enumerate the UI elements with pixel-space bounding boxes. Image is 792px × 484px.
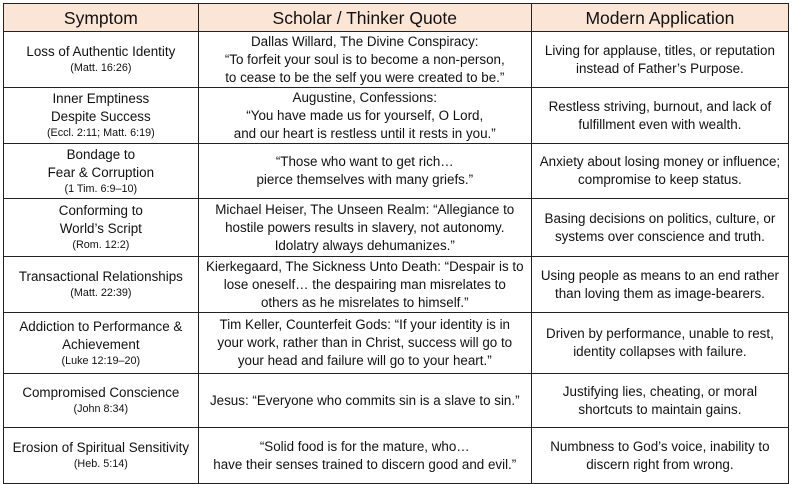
quote-text: Dallas Willard, The Divine Conspiracy: “To forfeit your soul is to become a non-person, to cease to be the self you were created to be.” (224, 33, 505, 85)
quote-text: “Solid food is for the mature, who… have their senses trained to discern good and evil.” (213, 438, 517, 472)
application-text: Anxiety about losing money or influence; compromise to keep status. (539, 154, 781, 187)
symptom-cell (4, 88, 199, 144)
scripture-reference: (Eccl. 2:11; Matt. 6:19) (46, 127, 155, 139)
application-cell (531, 32, 788, 88)
symptom-name: Bondage to Fear & Corruption (47, 146, 155, 180)
symptom-name: Compromised Conscience (22, 385, 180, 400)
symptom-cell (4, 428, 199, 484)
quote-cell (198, 257, 531, 313)
symptom-name: Addiction to Performance & Achievement (19, 318, 183, 352)
application-text: Driven by performance, unable to rest, identity collapses with failure. (546, 326, 774, 359)
application-text: Numbness to God’s voice, inability to discern right from wrong. (550, 438, 770, 472)
application-text: Restless striving, burnout, and lack of fulfillment even with wealth. (548, 98, 772, 132)
quote-cell (198, 144, 531, 199)
header-symptom: Symptom (4, 4, 199, 32)
application-text: Using people as means to an end rather than loving them as image-bearers. (540, 267, 780, 301)
quote-text: Michael Heiser, The Unseen Realm: “Allegiance to hostile powers results in slavery, not autonomy. Idolatry always dehumanizes.” (215, 201, 515, 253)
application-cell (531, 199, 788, 257)
table-row (4, 428, 789, 484)
quote-text: Tim Keller, Counterfeit Gods: “If your identity is in your work, rather than in Christ, success will go to your head and failure will go to your heart.” (217, 317, 513, 368)
quote-cell (198, 88, 531, 144)
symptom-name: Transactional Relationships (18, 269, 183, 284)
symptom-cell (4, 32, 199, 88)
table-row (4, 313, 789, 374)
symptom-cell (4, 374, 199, 428)
table-row (4, 199, 789, 257)
symptom-cell (4, 257, 199, 313)
table-row (4, 374, 789, 428)
application-text: Living for applause, titles, or reputation instead of Father’s Purpose. (544, 42, 775, 76)
scripture-reference: (Luke 12:19–20) (61, 354, 141, 367)
table-row (4, 32, 789, 88)
scripture-reference: (Matt. 16:26) (70, 62, 132, 74)
application-cell (531, 374, 788, 428)
table-row (4, 88, 789, 144)
header-application: Modern Application (531, 4, 788, 32)
symptoms-table (3, 3, 789, 484)
quote-text: “Those who want to get rich… pierce themselves with many griefs.” (256, 154, 474, 187)
quote-cell (198, 374, 531, 428)
symptom-name: Loss of Authentic Identity (26, 44, 176, 59)
application-text: Basing decisions on politics, culture, or systems over conscience and truth. (544, 210, 776, 244)
quote-text: Jesus: “Everyone who commits sin is a slave to sin.” (209, 392, 520, 408)
scripture-reference: (Matt. 22:39) (70, 287, 132, 299)
application-cell (531, 88, 788, 144)
quote-text: Kierkegaard, The Sickness Unto Death: “Despair is to lose oneself… the despairing man misrelates to others as he misrelates to himself.” (205, 258, 524, 310)
quote-cell (198, 32, 531, 88)
symptom-cell (4, 313, 199, 374)
scripture-reference: (Rom. 12:2) (72, 239, 130, 251)
application-cell (531, 313, 788, 374)
quote-text: Augustine, Confessions: “You have made us for yourself, O Lord, and our heart is restless until it rests in you.” (233, 89, 496, 141)
quote-cell (198, 313, 531, 374)
symptom-cell (4, 199, 199, 257)
table-row (4, 257, 789, 313)
application-cell (531, 257, 788, 313)
symptom-cell (4, 144, 199, 199)
application-text: Justifying lies, cheating, or moral shortcuts to maintain gains. (562, 383, 758, 417)
scripture-reference: (1 Tim. 6:9–10) (64, 182, 138, 195)
symptom-name: Erosion of Spiritual Sensitivity (12, 440, 190, 455)
quote-cell (198, 428, 531, 484)
header-row (4, 4, 789, 32)
header-quote: Scholar / Thinker Quote (198, 4, 531, 32)
application-cell (531, 144, 788, 199)
application-cell (531, 428, 788, 484)
symptom-name: Inner Emptiness Despite Success (50, 91, 151, 124)
scripture-reference: (John 8:34) (73, 403, 129, 415)
table-row (4, 144, 789, 199)
symptom-name: Conforming to World’s Script (58, 203, 143, 236)
scripture-reference: (Heb. 5:14) (73, 458, 128, 470)
quote-cell (198, 199, 531, 257)
